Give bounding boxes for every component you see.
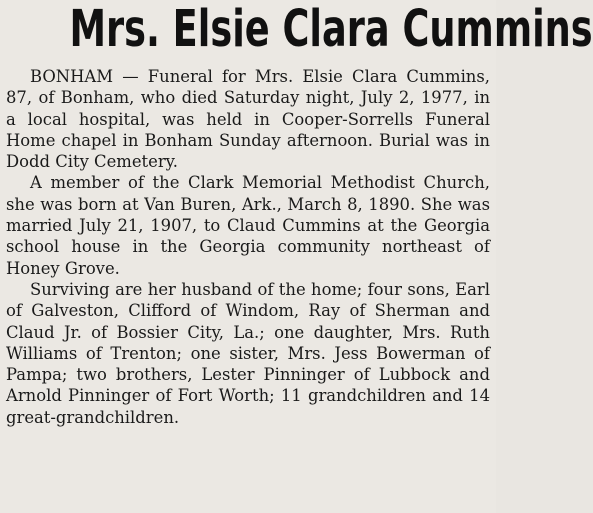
article-body — [6, 66, 490, 428]
paragraph-funeral: BONHAM — Funeral for Mrs. Elsie Clara Cummins, 87, of Bonham, who died Saturday night, July 2, 1977, in a local hospital, was held in Cooper-Sorrells Funeral Home chapel in Bonham Sunday afternoon. Burial was in Dodd City Cemetery. — [6, 67, 490, 172]
headline: Mrs. Elsie Clara Cummins — [69, 0, 593, 59]
paragraph-biography: A member of the Clark Memorial Methodist Church, she was born at Van Buren, Ark., March 8, 1890. She was married July 21, 1907, to Claud Cummins at the Georgia school house in the Georgia community northeast of Honey Grove. — [6, 173, 490, 278]
paragraph-survivors: Surviving are her husband of the home; four sons, Earl of Galveston, Clifford of Windom, Ray of Sherman and Claud Jr. of Bossier City, La.; one daughter, Mrs. Ruth Williams of Trenton; one sister, Mrs. Jess Bowerman of Pampa; two brothers, Lester Pinninger of Lubbock and Arnold Pinninger of Fort Worth; 11 grandchildren and 14 great-grandchildren. — [6, 279, 490, 427]
